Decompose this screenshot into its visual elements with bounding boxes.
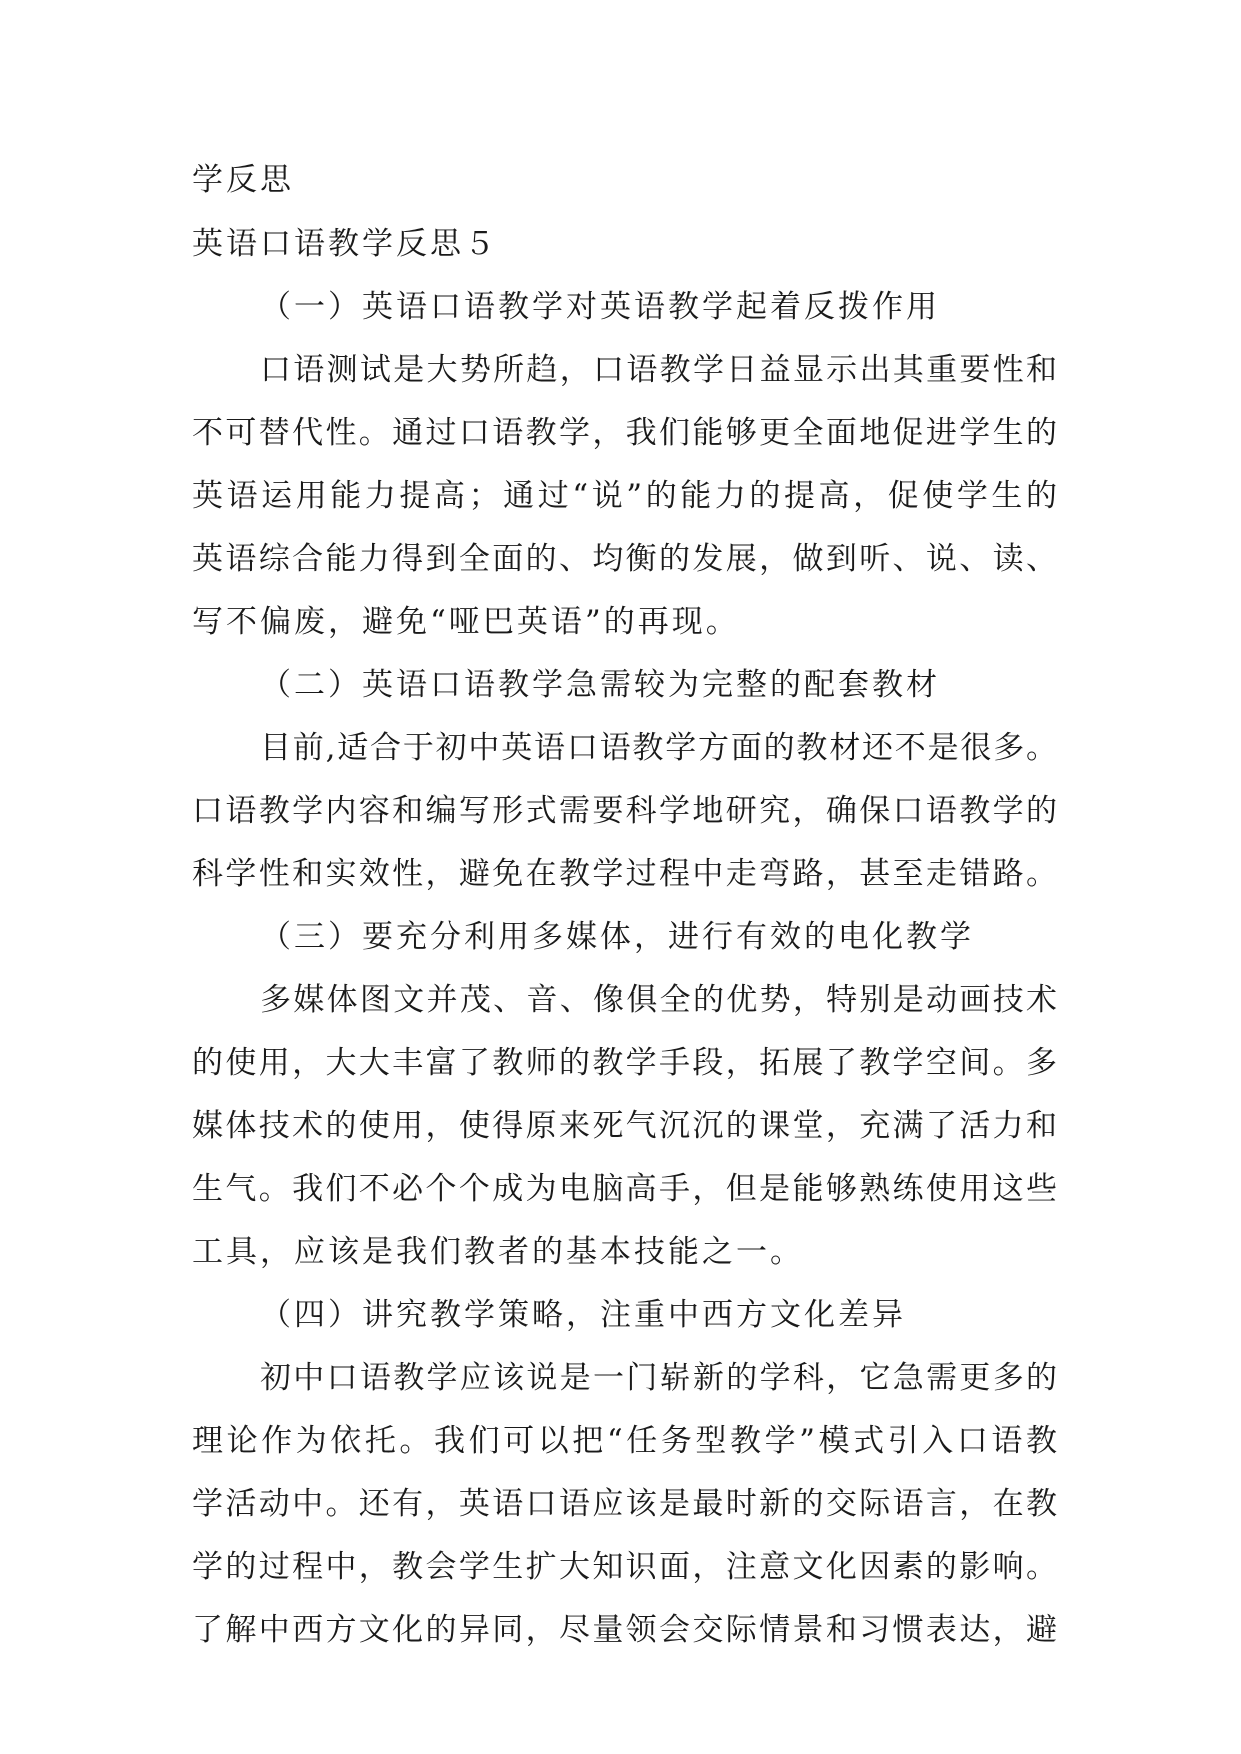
- subheading: （三）要充分利用多媒体，进行有效的电化教学: [260, 919, 974, 955]
- paragraph-line: 口语测试是大势所趋，口语教学日益显示出其重要性和: [260, 352, 1057, 388]
- paragraph-line: 学活动中。还有，英语口语应该是最时新的交际语言，在教: [192, 1486, 1057, 1522]
- paragraph-line: 多媒体图文并茂、音、像俱全的优势，特别是动画技术: [260, 982, 1057, 1018]
- paragraph-line: 理论作为依托。我们可以把“任务型教学”模式引入口语教: [192, 1423, 1057, 1459]
- paragraph-line: 写不偏废，避免“哑巴英语”的再现。: [192, 604, 740, 640]
- paragraph-line: 科学性和实效性，避免在教学过程中走弯路，甚至走错路。: [192, 856, 1057, 892]
- subheading: （二）英语口语教学急需较为完整的配套教材: [260, 667, 940, 703]
- paragraph-line: 了解中西方文化的异同，尽量领会交际情景和习惯表达，避: [192, 1612, 1057, 1648]
- subheading: （四）讲究教学策略，注重中西方文化差异: [260, 1297, 906, 1333]
- paragraph-line: 学反思: [192, 162, 294, 198]
- paragraph-line: 工具，应该是我们教者的基本技能之一。: [192, 1234, 804, 1270]
- section-title: 英语口语教学反思５: [192, 226, 498, 262]
- paragraph-line: 学的过程中，教会学生扩大知识面，注意文化因素的影响。: [192, 1549, 1057, 1585]
- paragraph-line: 口语教学内容和编写形式需要科学地研究，确保口语教学的: [192, 793, 1057, 829]
- paragraph-line: 目前,适合于初中英语口语教学方面的教材还不是很多。: [260, 730, 1057, 766]
- paragraph-line: 初中口语教学应该说是一门崭新的学科，它急需更多的: [260, 1360, 1057, 1396]
- paragraph-line: 不可替代性。通过口语教学，我们能够更全面地促进学生的: [192, 415, 1057, 451]
- paragraph-line: 媒体技术的使用，使得原来死气沉沉的课堂，充满了活力和: [192, 1108, 1057, 1144]
- paragraph-line: 生气。我们不必个个成为电脑高手，但是能够熟练使用这些: [192, 1171, 1057, 1207]
- paragraph-line: 英语运用能力提高；通过“说”的能力的提高，促使学生的: [192, 478, 1057, 514]
- paragraph-line: 的使用，大大丰富了教师的教学手段，拓展了教学空间。多: [192, 1045, 1057, 1081]
- paragraph-line: 英语综合能力得到全面的、均衡的发展，做到听、说、读、: [192, 541, 1057, 577]
- subheading: （一）英语口语教学对英语教学起着反拨作用: [260, 289, 940, 325]
